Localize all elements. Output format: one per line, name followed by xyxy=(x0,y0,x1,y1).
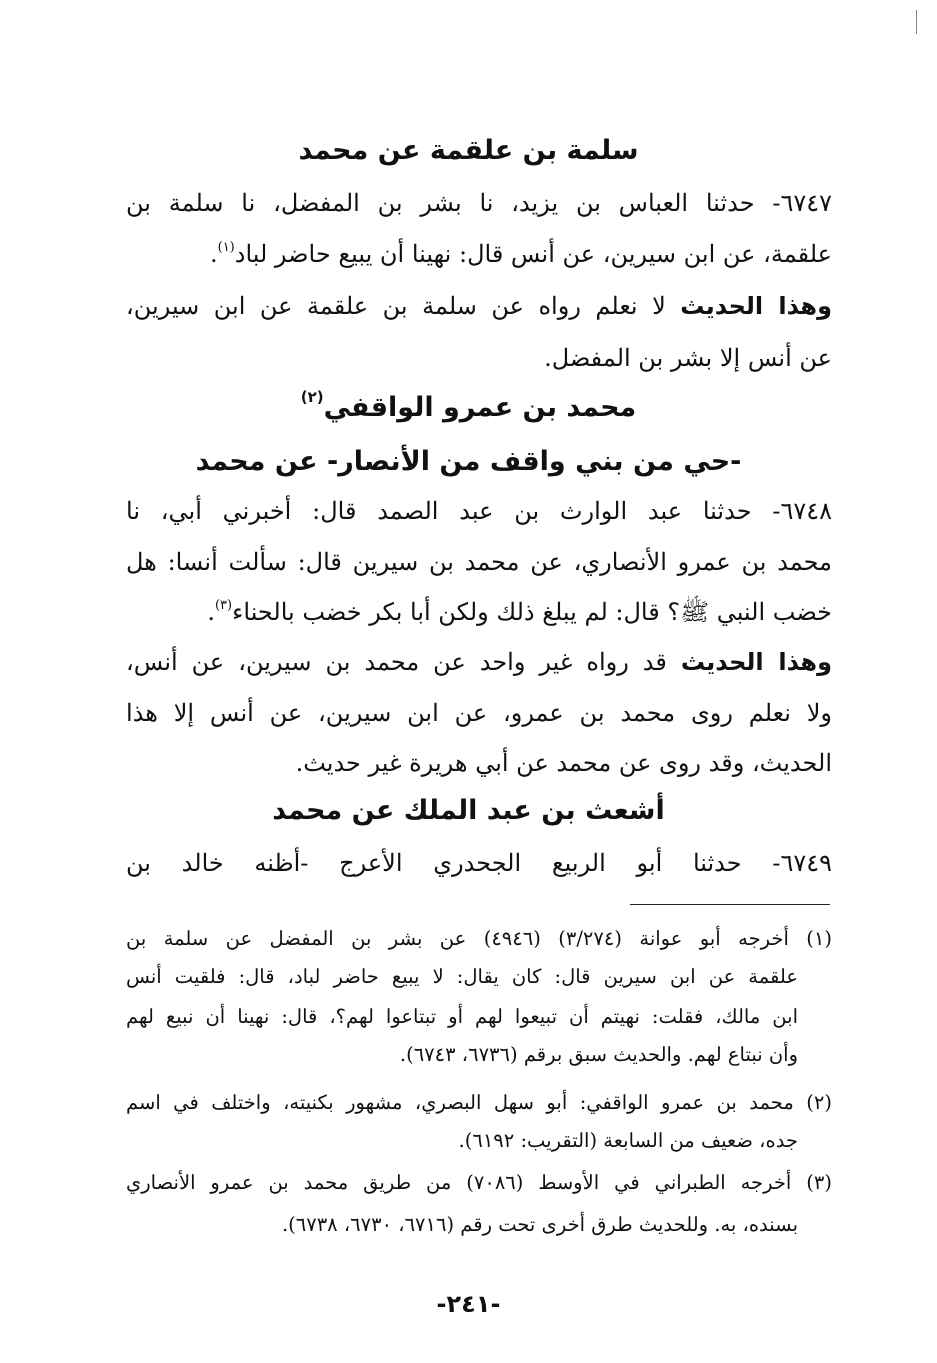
hadith-6748-line-2: محمد بن عمرو الأنصاري، عن محمد بن سيرين قال: سألت أنسا: هل xyxy=(126,548,832,576)
commentary-6747-line-2: عن أنس إلا بشر بن المفضل. xyxy=(544,344,832,372)
commentary-6747-line-1: وهذا الحديث لا نعلم رواه عن سلمة بن علقمة عن ابن سيرين، xyxy=(126,292,832,320)
footnote-2-line-2: جده، ضعيف من السابعة (التقريب: ٦١٩٢). xyxy=(458,1129,798,1152)
commentary-6748-line-3: الحديث، وقد روى عن محمد عن أبي هريرة غير حديث. xyxy=(295,749,832,777)
footnote-1-line-1: (١) أخرجه أبو عوانة (٣/٢٧٤) (٤٩٤٦) عن بشر بن المفضل عن سلمة بن xyxy=(126,927,832,950)
bold-phrase: وهذا الحديث xyxy=(680,292,832,320)
section-heading-muhammad-ibn-amr: محمد بن عمرو الواقفي$^{(٢)}$ xyxy=(300,388,637,423)
section-heading-ashath: أشعث بن عبد الملك عن محمد xyxy=(272,795,665,826)
section-heading-salama: سلمة بن علقمة عن محمد xyxy=(298,135,639,166)
footnote-1-line-3: ابن مالك، فقلت: نهيتم أن تبيعوا لهم أو تبتاعوا لهم؟، قال: نهينا أن نبيع لهم xyxy=(126,1005,798,1028)
page-number: -٢٤١- xyxy=(436,1290,501,1318)
bold-phrase: وهذا الحديث xyxy=(680,648,832,676)
footnote-2-line-1: (٢) محمد بن عمرو الواقفي: أبو سهل البصري، مشهور بكنيته، واختلف في اسم xyxy=(126,1091,832,1114)
hadith-6747-line-2: علقمة، عن ابن سيرين، عن أنس قال: نهينا أن يبيع حاضر لباد$^{(١)}$. xyxy=(209,240,832,268)
commentary-6748-line-1: وهذا الحديث قد رواه غير واحد عن محمد بن سيرين، عن أنس، xyxy=(126,648,832,676)
footnote-ref-3: (٣) xyxy=(214,598,233,613)
footnote-ref-2: (٢) xyxy=(300,388,324,406)
footnote-3-line-1: (٣) أخرجه الطبراني في الأوسط (٧٠٨٦) من طريق محمد بن عمرو الأنصاري xyxy=(126,1171,832,1194)
section-subheading-bani-waqif: -حي من بني واقف من الأنصار- عن محمد xyxy=(195,446,742,477)
footnote-ref-1: (١) xyxy=(217,240,235,255)
hadith-6747-line-1: ٦٧٤٧- حدثنا العباس بن يزيد، نا بشر بن المفضل، نا سلمة بن xyxy=(126,189,832,217)
footnote-3-line-2: بسنده، به. وللحديث طرق أخرى تحت رقم (٦٧١٦، ٦٧٣٠، ٦٧٣٨). xyxy=(281,1213,798,1236)
hadith-6748-line-3: خضب النبي ﷺ؟ قال: لم يبلغ ذلك ولكن أبا بكر خضب بالحناء$^{(٣)}$. xyxy=(207,598,832,626)
commentary-6748-line-2: ولا نعلم روى محمد بن عمرو، عن ابن سيرين، عن أنس إلا هذا xyxy=(126,699,832,727)
footnote-1-line-2: علقمة عن ابن سيرين قال: كان يقال: لا يبيع حاضر لباد، قال: فلقيت أنس xyxy=(126,965,798,988)
page-edge-mark xyxy=(916,10,917,34)
footnote-1-line-4: وأن نبتاع لهم. والحديث سبق برقم (٦٧٣٦، ٦٧٤٣). xyxy=(399,1043,798,1066)
footnote-separator xyxy=(630,904,830,905)
hadith-6748-line-1: ٦٧٤٨- حدثنا عبد الوارث بن عبد الصمد قال: أخبرني أبي، نا xyxy=(126,497,832,525)
hadith-6749-line-1: ٦٧٤٩- حدثنا أبو الربيع الجحدري الأعرج -أظنه خالد بن xyxy=(126,849,832,877)
